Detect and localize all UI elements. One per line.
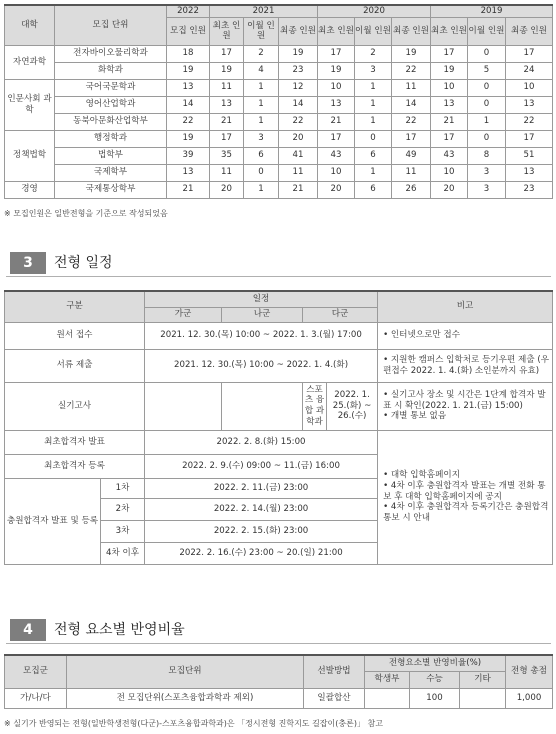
- ratio-other: [460, 688, 506, 708]
- col-year-2021: 2021: [210, 5, 318, 17]
- col-final: 최종 인원: [279, 17, 318, 45]
- count-cell: 23: [279, 62, 318, 79]
- col-ratio: 전형요소별 반영비율(%): [365, 655, 506, 671]
- section-4-header: [6, 617, 551, 644]
- count-cell: 0: [244, 164, 279, 181]
- count-cell: 13: [210, 96, 244, 113]
- count-cell: 21: [431, 113, 468, 130]
- count-cell: 41: [279, 147, 318, 164]
- count-cell: 22: [506, 113, 553, 130]
- college-name: 경영: [5, 181, 55, 198]
- col-additional: 이월 인원: [244, 17, 279, 45]
- unit-name: 국제학부: [55, 164, 167, 181]
- unit-name: 행정학과: [55, 130, 167, 147]
- count-cell: 39: [167, 147, 210, 164]
- recruitment-history-table: [4, 4, 553, 199]
- count-cell: 3: [355, 62, 392, 79]
- count-cell: 13: [318, 96, 355, 113]
- count-cell: 17: [431, 130, 468, 147]
- count-cell: 6: [244, 147, 279, 164]
- table-row: [5, 45, 553, 62]
- ratio-group: 가/나/다: [5, 688, 67, 708]
- documents-label: 서류 제출: [5, 349, 145, 382]
- col-initial: 최초 인원: [431, 17, 468, 45]
- round-label: 1차: [101, 478, 145, 498]
- table-row: [5, 96, 553, 113]
- count-cell: 2: [244, 45, 279, 62]
- round-date: 2022. 2. 15.(화) 23:00: [145, 520, 378, 542]
- count-cell: 17: [506, 130, 553, 147]
- application-note: • 인터넷으로만 접수: [378, 322, 553, 349]
- count-cell: 20: [279, 130, 318, 147]
- merged-note: • 대학 입학홈페이지 • 4차 이후 충원합격자 발표는 개별 전화 통보 후 대학 입학홈페이지에 공지 • 4차 이후 충원합격자 등록기간은 충원합격 통보 시 안내: [378, 430, 553, 564]
- count-cell: 11: [210, 164, 244, 181]
- count-cell: 13: [167, 164, 210, 181]
- count-cell: 43: [318, 147, 355, 164]
- unit-name: 전자바이오물리학과: [55, 45, 167, 62]
- college-name: 정책법학: [5, 130, 55, 181]
- count-cell: 18: [167, 45, 210, 62]
- count-cell: 17: [431, 45, 468, 62]
- col-additional: 이월 인원: [355, 17, 392, 45]
- count-cell: 14: [167, 96, 210, 113]
- count-cell: 20: [431, 181, 468, 198]
- col-suneung: 수능: [410, 671, 460, 688]
- final-register-date: 2022. 2. 9.(수) 09:00 ~ 11.(금) 16:00: [145, 454, 378, 478]
- count-cell: 1: [355, 113, 392, 130]
- table-row: [5, 181, 553, 198]
- count-cell: 14: [392, 96, 431, 113]
- col-na: 나군: [222, 307, 303, 322]
- count-cell: 10: [318, 164, 355, 181]
- round-date: 2022. 2. 14.(월) 23:00: [145, 498, 378, 520]
- practical-ga: [145, 382, 222, 430]
- documents-note: • 지원한 캠퍼스 입학처로 등기우편 제출 (우편접수 2022. 1. 4.(화) 소인분까지 유효): [378, 349, 553, 382]
- count-cell: 10: [506, 79, 553, 96]
- count-cell: 1: [244, 181, 279, 198]
- count-cell: 0: [468, 96, 506, 113]
- count-cell: 21: [210, 113, 244, 130]
- count-cell: 10: [318, 79, 355, 96]
- col-recruit: 모집 인원: [167, 17, 210, 45]
- count-cell: 19: [279, 45, 318, 62]
- section-title: 전형 요소별 반영비율: [54, 622, 185, 638]
- count-cell: 2: [355, 45, 392, 62]
- count-cell: 26: [392, 181, 431, 198]
- unit-name: 국제통상학부: [55, 181, 167, 198]
- count-cell: 19: [167, 62, 210, 79]
- count-cell: 17: [392, 130, 431, 147]
- count-cell: 10: [431, 164, 468, 181]
- count-cell: 8: [468, 147, 506, 164]
- final-announce-label: 최초합격자 발표: [5, 430, 145, 454]
- count-cell: 51: [506, 147, 553, 164]
- count-cell: 49: [392, 147, 431, 164]
- table-row: [5, 147, 553, 164]
- section-number: 3: [10, 252, 46, 274]
- count-cell: 10: [431, 79, 468, 96]
- practical-date: 2022. 1. 25.(화) ~ 26.(수): [327, 382, 378, 430]
- count-cell: 19: [318, 62, 355, 79]
- count-cell: 11: [210, 79, 244, 96]
- count-cell: 11: [392, 164, 431, 181]
- count-cell: 21: [167, 181, 210, 198]
- application-date: 2021. 12. 30.(목) 10:00 ~ 2022. 1. 3.(월) 17:00: [145, 322, 378, 349]
- final-register-label: 최초합격자 등록: [5, 454, 145, 478]
- col-additional: 이월 인원: [468, 17, 506, 45]
- table-row: [5, 164, 553, 181]
- col-group: 모집군: [5, 655, 67, 688]
- unit-name: 법학부: [55, 147, 167, 164]
- count-cell: 6: [355, 181, 392, 198]
- count-cell: 19: [392, 45, 431, 62]
- count-cell: 19: [431, 62, 468, 79]
- col-unit: 모집 단위: [55, 5, 167, 45]
- table-row: [5, 130, 553, 147]
- round-label: 4차 이후: [101, 542, 145, 564]
- count-cell: 11: [392, 79, 431, 96]
- count-cell: 1: [355, 79, 392, 96]
- count-cell: 17: [210, 45, 244, 62]
- count-cell: 3: [244, 130, 279, 147]
- count-cell: 0: [468, 130, 506, 147]
- unit-name: 국어국문학과: [55, 79, 167, 96]
- count-cell: 22: [167, 113, 210, 130]
- col-note: 비고: [378, 291, 553, 322]
- practical-note: • 실기고사 장소 및 시간은 1단계 합격자 발표 시 확인(2022. 1. 21.(금) 15:00) • 개별 통보 없음: [378, 382, 553, 430]
- count-cell: 3: [468, 164, 506, 181]
- count-cell: 1: [468, 113, 506, 130]
- count-cell: 22: [392, 62, 431, 79]
- table-row: [5, 113, 553, 130]
- col-da: 다군: [303, 307, 378, 322]
- count-cell: 14: [279, 96, 318, 113]
- count-cell: 0: [468, 79, 506, 96]
- college-name: 인문사회 과학: [5, 79, 55, 130]
- count-cell: 20: [318, 181, 355, 198]
- count-cell: 13: [431, 96, 468, 113]
- documents-date: 2021. 12. 30.(목) 10:00 ~ 2022. 1. 4.(화): [145, 349, 378, 382]
- application-label: 원서 접수: [5, 322, 145, 349]
- ratio-method: 일괄합산: [304, 688, 365, 708]
- col-year-2022: 2022: [167, 5, 210, 17]
- count-cell: 35: [210, 147, 244, 164]
- col-initial: 최초 인원: [210, 17, 244, 45]
- col-final: 최종 인원: [506, 17, 553, 45]
- college-name: 자연과학: [5, 45, 55, 79]
- count-cell: 0: [355, 130, 392, 147]
- ratio-table: [4, 654, 553, 709]
- count-cell: 11: [279, 164, 318, 181]
- col-student-record: 학생부: [365, 671, 410, 688]
- count-cell: 17: [210, 130, 244, 147]
- practical-label: 실기고사: [5, 382, 145, 430]
- col-university: 대학: [5, 5, 55, 45]
- count-cell: 21: [279, 181, 318, 198]
- col-year-2019: 2019: [431, 5, 553, 17]
- col-unit: 모집단위: [67, 655, 304, 688]
- ratio-unit: 전 모집단위(스포츠융합과학과 제외): [67, 688, 304, 708]
- practical-dept: 스포츠 융합 과학과: [303, 382, 327, 430]
- unit-name: 화학과: [55, 62, 167, 79]
- count-cell: 23: [506, 181, 553, 198]
- count-cell: 21: [318, 113, 355, 130]
- ratio-student: [365, 688, 410, 708]
- col-category: 구분: [5, 291, 145, 322]
- count-cell: 22: [279, 113, 318, 130]
- count-cell: 20: [210, 181, 244, 198]
- col-final: 최종 인원: [392, 17, 431, 45]
- count-cell: 1: [244, 96, 279, 113]
- round-date: 2022. 2. 11.(금) 23:00: [145, 478, 378, 498]
- additional-label: 충원합격자 발표 및 등록: [5, 478, 101, 564]
- section-3-header: [6, 250, 551, 277]
- col-year-2020: 2020: [318, 5, 431, 17]
- unit-name: 동북아문화산업학부: [55, 113, 167, 130]
- col-other: 기타: [460, 671, 506, 688]
- count-cell: 13: [506, 96, 553, 113]
- table1-note: ※ 모집인원은 일반전형을 기준으로 작성되었음: [4, 209, 168, 218]
- count-cell: 43: [431, 147, 468, 164]
- count-cell: 17: [506, 45, 553, 62]
- table-row: [5, 79, 553, 96]
- count-cell: 12: [279, 79, 318, 96]
- schedule-table: [4, 290, 553, 565]
- unit-name: 영어산업학과: [55, 96, 167, 113]
- count-cell: 1: [355, 164, 392, 181]
- count-cell: 6: [355, 147, 392, 164]
- col-initial: 최초 인원: [318, 17, 355, 45]
- col-schedule: 일정: [145, 291, 378, 307]
- count-cell: 1: [355, 96, 392, 113]
- col-method: 선발방법: [304, 655, 365, 688]
- table-row: [5, 62, 553, 79]
- count-cell: 1: [244, 79, 279, 96]
- ratio-suneung: 100: [410, 688, 460, 708]
- count-cell: 17: [318, 45, 355, 62]
- section-title: 전형 일정: [54, 255, 113, 271]
- round-label: 3차: [101, 520, 145, 542]
- col-total: 전형 총점: [506, 655, 553, 688]
- count-cell: 22: [392, 113, 431, 130]
- count-cell: 19: [167, 130, 210, 147]
- count-cell: 13: [506, 164, 553, 181]
- count-cell: 24: [506, 62, 553, 79]
- col-ga: 가군: [145, 307, 222, 322]
- practical-na: [222, 382, 303, 430]
- count-cell: 0: [468, 45, 506, 62]
- count-cell: 17: [318, 130, 355, 147]
- count-cell: 3: [468, 181, 506, 198]
- round-label: 2차: [101, 498, 145, 520]
- ratio-total: 1,000: [506, 688, 553, 708]
- count-cell: 19: [210, 62, 244, 79]
- count-cell: 13: [167, 79, 210, 96]
- final-announce-date: 2022. 2. 8.(화) 15:00: [145, 430, 378, 454]
- count-cell: 4: [244, 62, 279, 79]
- count-cell: 5: [468, 62, 506, 79]
- section-number: 4: [10, 619, 46, 641]
- round-date: 2022. 2. 16.(수) 23:00 ~ 20.(일) 21:00: [145, 542, 378, 564]
- table3-note: ※ 실기가 반영되는 전형(일반학생전형(다군)-스포츠융합과학과)은 「정시전형 진학지도 길잡이(충론)」 참고: [4, 719, 383, 728]
- count-cell: 1: [244, 113, 279, 130]
